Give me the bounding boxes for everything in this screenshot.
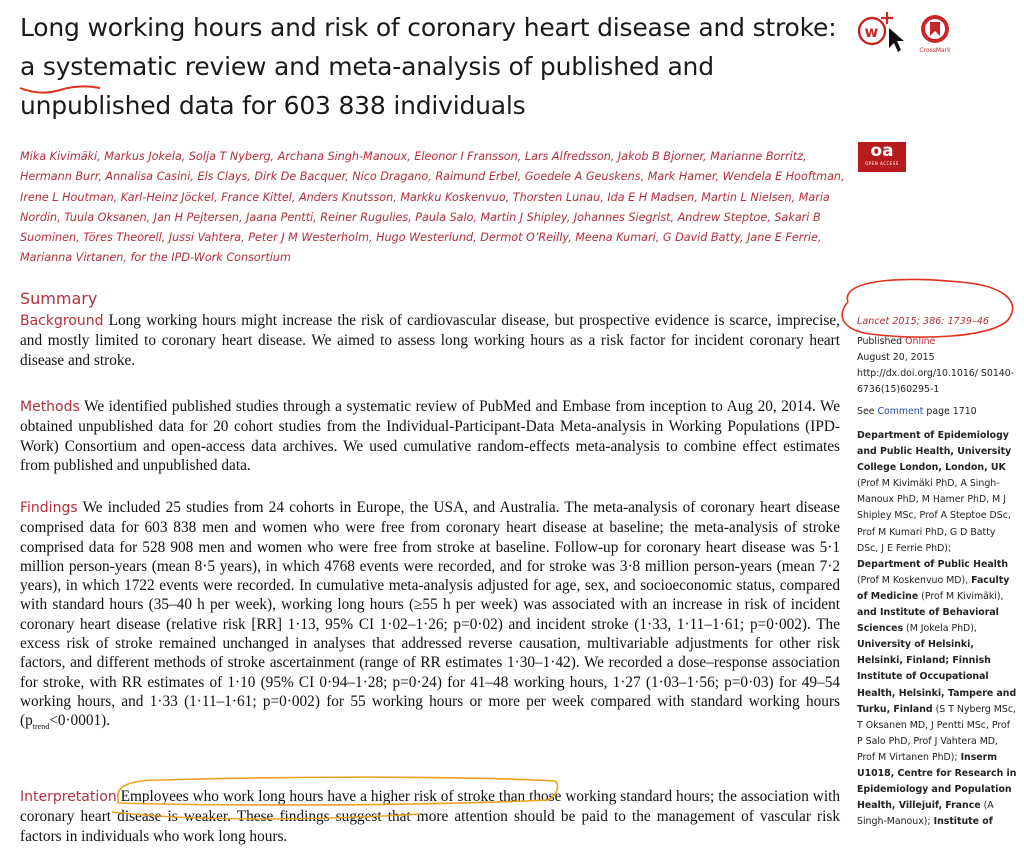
summary-heading: Summary (20, 289, 98, 308)
citation: Lancet 2015; 386: 1739–46 (857, 316, 990, 327)
affil-text: (Prof M Koskenvuo MD), (857, 574, 972, 586)
affil-bold: and Institute of Behavioral Sciences (857, 607, 999, 635)
crossmark-label: CrossMark (919, 47, 951, 54)
published-date: August 20, 2015 (857, 352, 935, 364)
interpretation-paragraph (20, 787, 840, 846)
affil-text: (Prof M Kivimäki PhD, A Singh-Manoux PhD, M Hamer PhD, M J Shipley MSc, Prof A Steptoe DSc, Prof M Kumari PhD, G D Batty DSc, J E Ferrie PhD); (857, 478, 1011, 554)
background-label: Background (20, 313, 104, 329)
affil-bold: Inserm U1018, Centre for Research in Epidemiology and Population Health, Villejuif, France (857, 751, 1017, 812)
methods-paragraph (20, 397, 840, 475)
findings-subscript: trend (32, 722, 50, 732)
crossmark-icon[interactable] (919, 15, 951, 54)
oa-text: oa (870, 141, 894, 161)
published-prefix: Published (857, 336, 906, 347)
affil-bold: University of Helsinki, Helsinki, Finland; Finnish Institute of Occupational Health, Helsinki, Tampere and Turku, Finland (857, 639, 1017, 715)
affil-text: (S T Nyberg MSc, T Oksanen MD, J Pentti MSc, Prof P Salo PhD, Prof J Vahtera MD, Prof M Virtanen PhD); (857, 703, 1016, 763)
interpretation-label: Interpretation (20, 789, 117, 805)
open-access-badge (858, 142, 906, 172)
see-prefix: See (857, 406, 878, 417)
author-list: Mika Kivimäki, Markus Jokela, Solja T Nyberg, Archana Singh-Manoux, Eleonor I Fransson, Lars Alfredsson, Jakob B Bjorner, Marianne Borritz, Hermann Burr, Annalisa Casini, Els Clays, Dirk De Bacquer, Nico Dragano, Raimund Erbel, Goedele A Geuskens, Mark Hamer, Wendela E Hooftman, Irene L Houtman, Karl-Heinz Jöckel, France Kittel, Anders Knutsson, Markku Koskenvuo, Thorsten Lunau, Ida E H Madsen, Martin L Nielsen, Maria Nordin, Tuula Oksanen, Jan H Pejtersen, Jaana Pentti, Reiner Rugulies, Paula Salo, Martin J Shipley, Johannes Siegrist, Andrew Steptoe, Sakari B Suominen, Töres Theorell, Jussi Vahtera, Peter J M Westerholm, Hugo Westerlund, Dermot O’Reilly, Meena Kumari, G David Batty, Jane E Ferrie, Marianna Virtanen, for the IPD-Work Consortium (20, 150, 845, 265)
see-suffix: page 1710 (923, 406, 977, 417)
background-paragraph (20, 311, 840, 370)
findings-label: Findings (20, 500, 78, 516)
bookmark-cursor-icon[interactable] (859, 12, 904, 52)
affil-bold: Faculty of Medicine (857, 574, 1010, 602)
affil-bold: Institute of (933, 816, 993, 828)
publication-info (857, 334, 1017, 398)
methods-label: Methods (20, 399, 80, 415)
published-online: Online (905, 336, 936, 347)
affiliations (857, 428, 1017, 830)
findings-paragraph (20, 498, 840, 737)
background-text: Long working hours might increase the risk of cardiovascular disease, but prospective evidence is scarce, imprecise, and mostly limited to coronary heart disease. We aimed to assess long working hours as a risk factor for incident coronary heart disease and stroke. (20, 312, 840, 369)
findings-tail: <0·0001). (49, 712, 111, 730)
affil-text: (A Singh-Manoux); (857, 800, 994, 828)
interpretation-text: Employees who work long hours have a higher risk of stroke than those working standard hours; the association with coronary heart disease is weaker. These findings suggest that more attention should be paid to the management of vascular risk factors in individuals who work long hours. (20, 788, 840, 845)
findings-text: We included 25 studies from 24 cohorts in Europe, the USA, and Australia. The meta-analysis of coronary heart disease comprised data for 603 838 men and women who were free from coronary heart disease at baseline; the meta-analysis of stroke comprised data for 528 908 men and women who were free from stroke at baseline. Follow-up for coronary heart disease was 5·1 million person-years (mean 8·5 years), in which 4768 events were recorded, and for stroke was 3·8 million person-years (mean 7·2 years), in which 1722 events were recorded. In cumulative meta-analysis adjusted for age, sex, and socioeconomic status, compared with standard hours (35–40 h per week), working long hours (≥55 h per week) was associated with an increase in risk of incident coronary heart disease (relative risk [RR] 1·13, 95% CI 1·02–1·26; p=0·02) and incident stroke (1·33, 1·11–1·61; p=0·002). The excess risk of stroke remained unchanged in analyses that addressed reverse causation, multivariable adjustments for other risk factors, and different methods of stroke ascertainment (range of RR estimates 1·30–1·42). We recorded a dose–response association for stroke, with RR estimates of 1·10 (95% CI 0·94–1·28; p=0·24) for 41–48 working hours, 1·27 (1·03–1·56; p=0·03) for 49–54 working hours, and 1·33 (1·11–1·61; p=0·002) for 55 working hours or more per week compared with standard working hours (p (20, 499, 840, 730)
methods-text: We identified published studies through a systematic review of PubMed and Embase from inception to Aug 20, 2014. We obtained unpublished data for 20 cohort studies from the Individual-Participant-Data Meta-analysis in Working Populations (IPD-Work) Consortium and open-access data archives. We used cumulative random-effects meta-analysis to combine effect estimates from published and unpublished data. (20, 398, 840, 474)
svg-text:w: w (864, 23, 879, 41)
affil-text: (Prof M Kivimäki), (918, 590, 1004, 602)
affil-bold: Department of Public Health (857, 558, 1009, 570)
affil-text: (M Jokela PhD), (903, 623, 977, 635)
header-icons (855, 10, 965, 60)
see-comment (857, 404, 1017, 420)
comment-link[interactable]: Comment (877, 406, 924, 417)
doi-link[interactable]: http://dx.doi.org/10.1016/ S0140-6736(15)60295-1 (857, 368, 1015, 396)
affil-bold: Department of Epidemiology and Public Health, University College London, London, UK (857, 430, 1012, 474)
oa-subtext: OPEN ACCESS (865, 161, 899, 166)
article-title: Long working hours and risk of coronary heart disease and stroke: a systematic review and meta-analysis of published and unpublished data for 603 838 individuals (20, 13, 837, 120)
